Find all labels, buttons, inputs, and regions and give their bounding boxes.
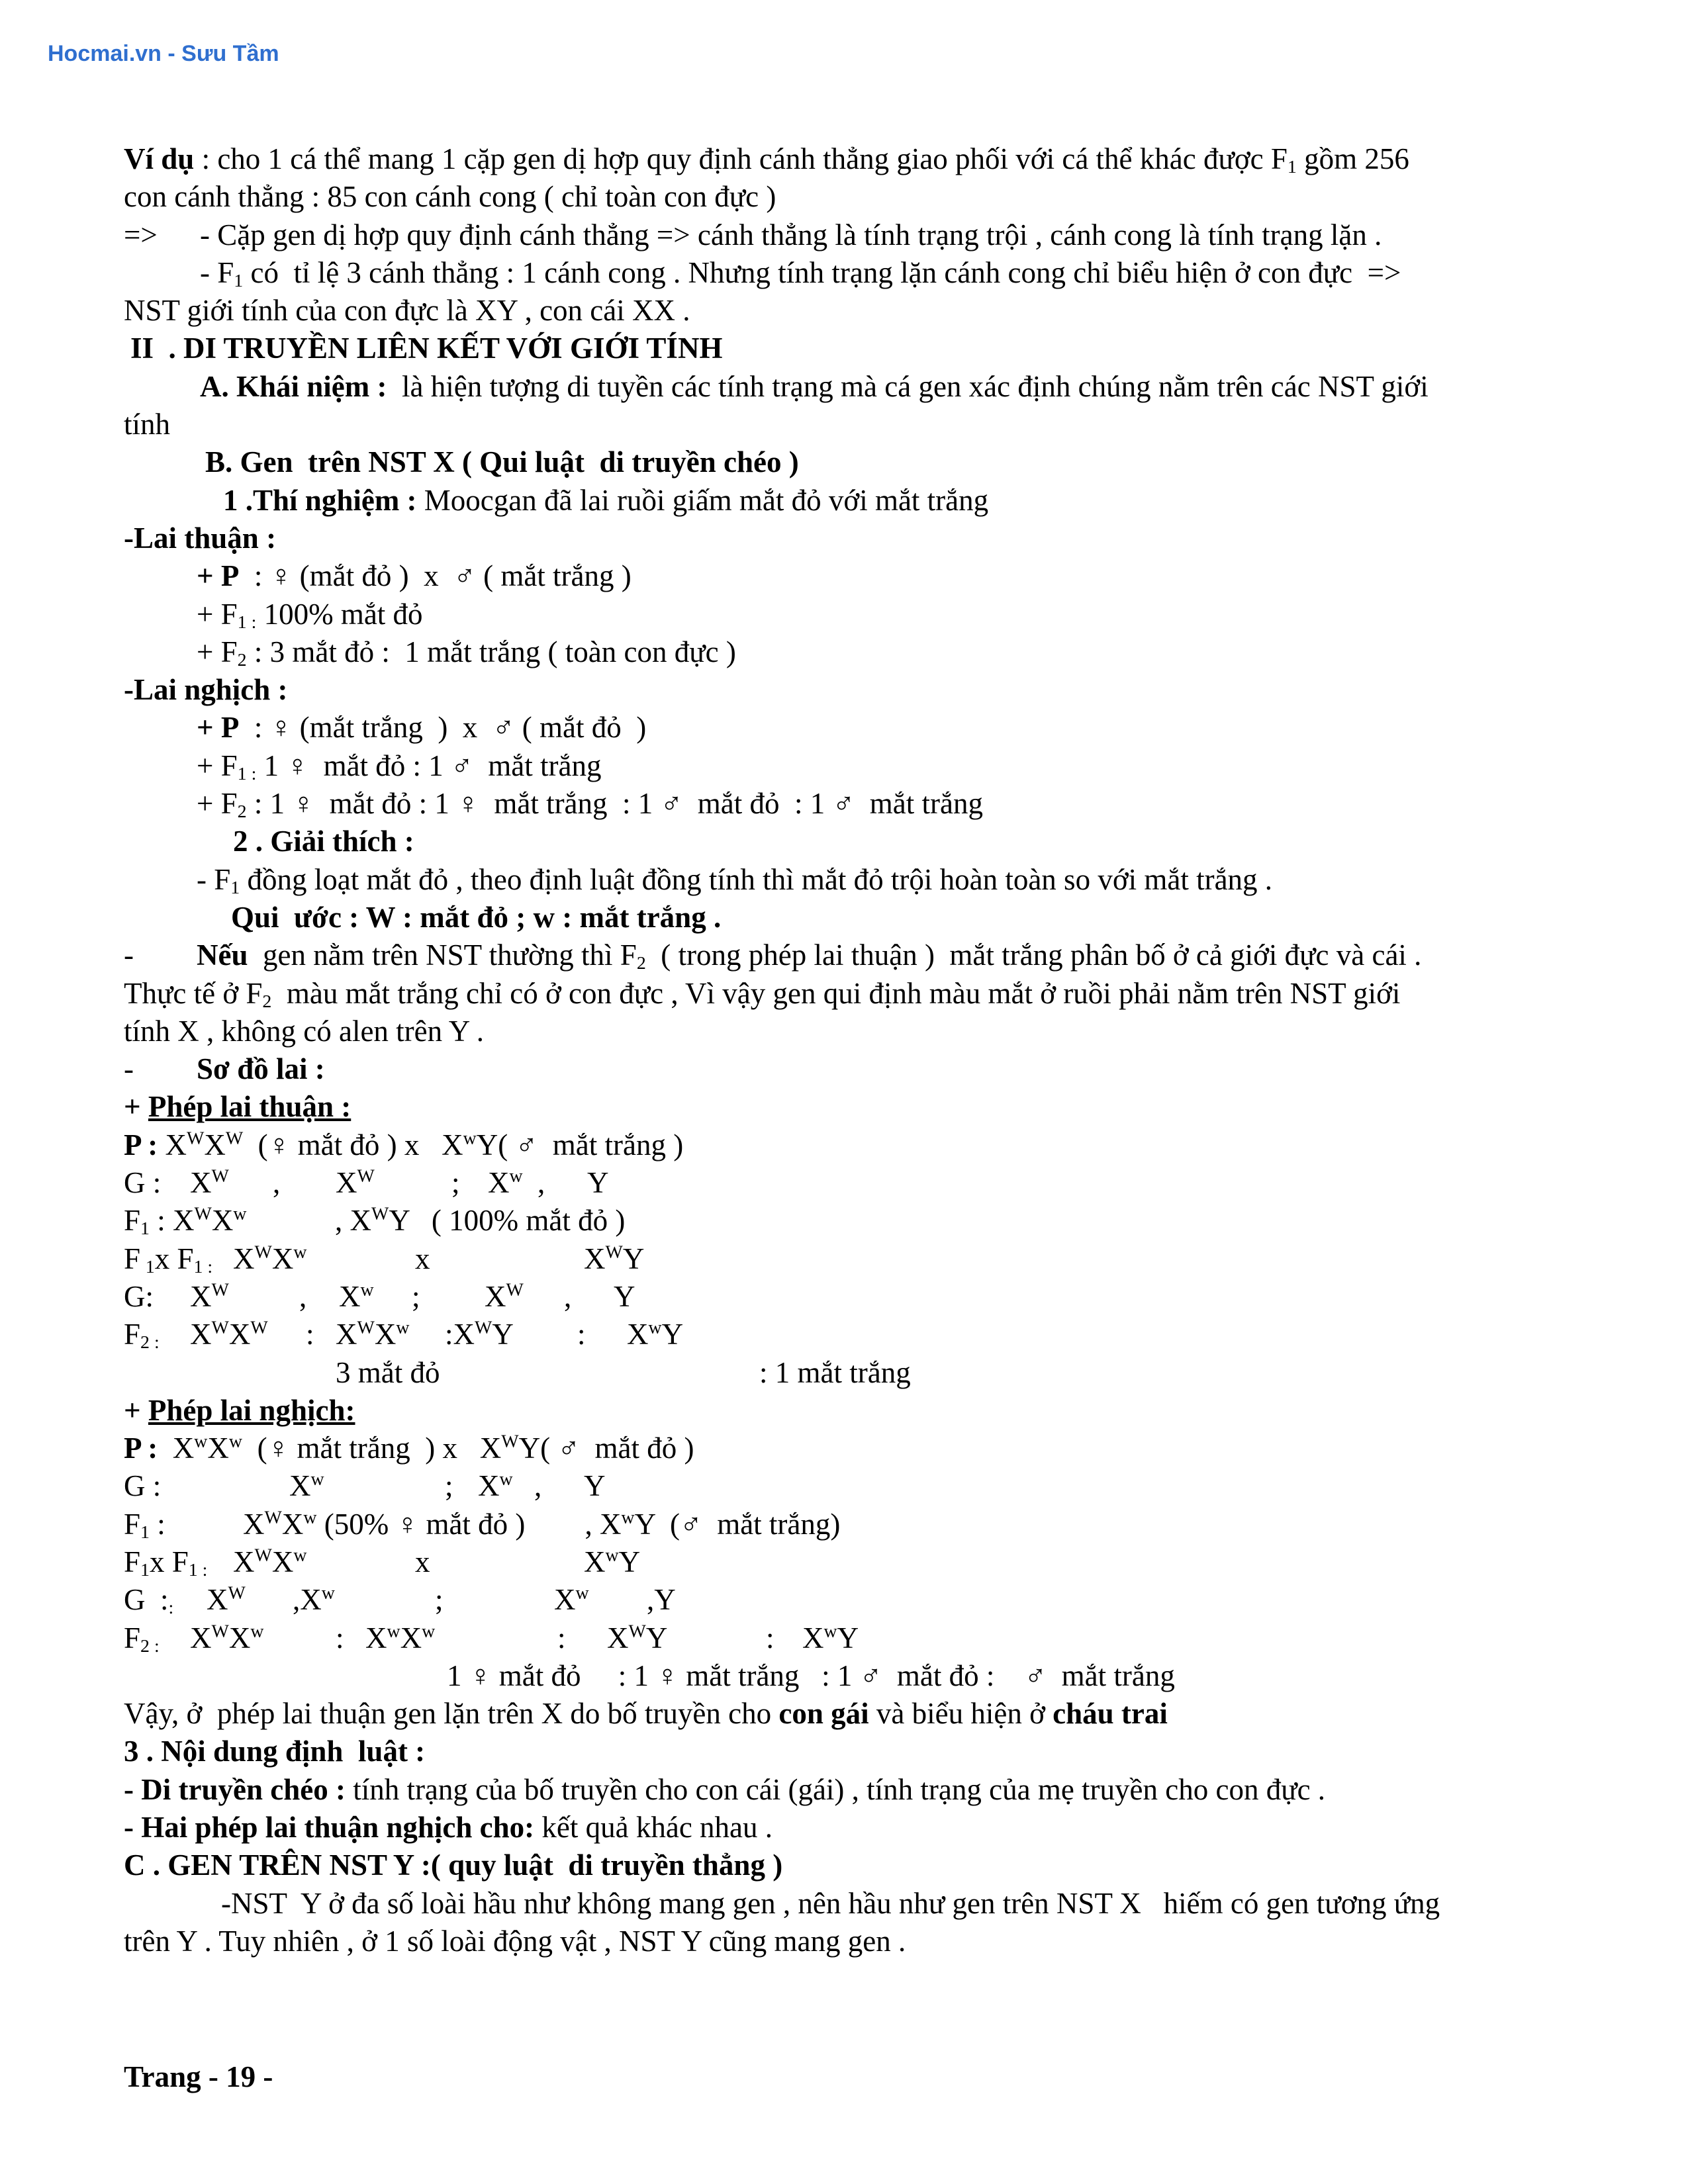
lai-thuan-f2: + $F_2$ : 3 mắt đỏ : 1 mắt trắng ( toàn con đực ): [197, 635, 736, 670]
conclusion-line: Vậy, ở phép lai thuận gen lặn trên X do bố truyền cho con gái và biểu hiện ở cháu trai: [124, 1697, 1168, 1731]
lai-nghich-heading: -Lai nghịch :: [124, 673, 288, 707]
cross-nghich-f1: $F_1$ : $X^WX^w$ (50% ♀ mắt đỏ ) , $X^wY$ (♂ mắt trắng): [124, 1506, 841, 1543]
sodo-label: Sơ đồ lai :: [197, 1052, 325, 1086]
cross-thuan-title: + Phép lai thuận :: [124, 1090, 352, 1124]
law-item-1: - Di truyền chéo : tính trạng của bố truyền cho con cái (gái) , tính trạng của mẹ truyền cho con đực .: [124, 1772, 1326, 1806]
cross-thuan-p: P : $X^WX^W$ (♀ mắt đỏ ) x $X^wY$( ♂ mắt trắng ): [124, 1127, 684, 1161]
neu-line-3: tính X , không có alen trên Y .: [124, 1014, 485, 1048]
cross-thuan-ratio: 3 mắt đỏ : 1 mắt trắng: [336, 1355, 911, 1389]
section-c-text-2: trên Y . Tuy nhiên , ở 1 số loài động vật , NST Y cũng mang gen .: [124, 1924, 906, 1958]
example-point-1: => - Cặp gen dị hợp quy định cánh thẳng => cánh thẳng là tính trạng trội , cánh cong là tính trạng lặn .: [124, 218, 1382, 251]
explain-title: 2 . Giải thích :: [233, 825, 414, 858]
lai-thuan-p: + P : ♀ (mắt đỏ ) x ♂ ( mắt trắng ): [197, 559, 632, 593]
cross-nghich-title: + Phép lai nghịch:: [124, 1393, 355, 1427]
lai-thuan-heading: -Lai thuận :: [124, 521, 277, 555]
header-source: Hocmai.vn - Sưu Tầm: [48, 41, 279, 66]
page-number: Trang - 19 -: [124, 2060, 273, 2093]
concept-label: A. Khái niệm :: [200, 369, 387, 403]
section-2-title: II . DI TRUYỀN LIÊN KẾT VỚI GIỚI TÍNH: [130, 332, 723, 365]
cross-nghich-g: G : $X^w$ ; $X^w$ , Y: [124, 1469, 606, 1503]
concept-line: A. Khái niệm : là hiện tượng di tuyền các tính trạng mà cá gen xác định chúng nằm trên các NST giới: [200, 369, 1429, 403]
section-c-text-1: -NST Y ở đa số loài hầu như không mang gen , nên hầu như gen trên NST X hiếm có gen tương ứng: [221, 1886, 1440, 1920]
cross-thuan-f2: $F_{2 :}$ $X^WX^W$ : $X^WX^w$ $:X^WY$ : $X^wY$: [124, 1317, 684, 1353]
section-c-title: C . GEN TRÊN NST Y :( quy luật di truyền thẳng ): [124, 1848, 783, 1882]
experiment-line: 1 .Thí nghiệm : Moocgan đã lai ruồi giấm mắt đỏ với mắt trắng: [223, 483, 989, 517]
example-label: Ví dụ: [124, 142, 195, 175]
cross-nghich-p: P : $X^wX^w$ (♀ mắt trắng ) x $X^WY$( ♂ mắt đỏ ): [124, 1431, 694, 1465]
lai-nghich-f1: + $F_{1 :}$ 1 ♀ mắt đỏ : 1 ♂ mắt trắng: [197, 749, 602, 784]
document-body: [124, 140, 1580, 1960]
convention-line: Qui ước : W : mắt đỏ ; w : mắt trắng .: [231, 900, 722, 934]
law-title: 3 . Nội dung định luật :: [124, 1735, 426, 1768]
lai-nghich-p: + P : ♀ (mắt trắng ) x ♂ ( mắt đỏ ): [197, 711, 647, 745]
example-point-2-cont: NST giới tính của con đực là XY , con cái XX .: [124, 294, 690, 328]
cross-thuan-f1: $F_1$ : $X^WX^w$ , $X^WY$ ( 100% mắt đỏ ): [124, 1203, 626, 1240]
example-point-2: - $F_1$ có tỉ lệ 3 cánh thẳng : 1 cánh cong . Nhưng tính trạng lặn cánh cong chỉ biểu hiện ở con đực =>: [200, 255, 1401, 292]
lai-thuan-f1: + $F_{1 :}$ 100% mắt đỏ: [197, 597, 423, 633]
cross-nghich-g2: G $:_:$ $X^W$ $,X^w$ ; $X^w$ ,Y: [124, 1582, 676, 1619]
concept-line-cont: tính: [124, 408, 171, 441]
neu-line-2: Thực tế ở $F_2$ màu mắt trắng chỉ có ở con đực , Vì vậy gen qui định màu mắt ở ruồi phải nằm trên NST giới: [124, 976, 1401, 1012]
law-item-2: - Hai phép lai thuận nghịch cho: kết quả khác nhau .: [124, 1811, 773, 1844]
neu-label: Nếu: [197, 938, 248, 972]
cross-thuan-g: G : $X^W$ , $X^W$ ; $X^w$ , Y: [124, 1165, 609, 1200]
neu-line-1: - Nếu gen nằm trên NST thường thì $F_2$ ( trong phép lai thuận ) mắt trắng phân bố ở cả giới đực và cái .: [124, 938, 1422, 974]
subsection-b-title: B. Gen trên NST X ( Qui luật di truyền chéo ): [205, 445, 799, 479]
cross-thuan-f1xf1: F 1x $F_{1 :}$ $X^WX^w$ x $X^WY$: [124, 1241, 645, 1277]
sodo-line: - Sơ đồ lai :: [124, 1052, 325, 1086]
example-line-2: con cánh thẳng : 85 con cánh cong ( chỉ toàn con đực ): [124, 180, 776, 214]
cross-nghich-f1xf1: F1x $F_{1 :}$ $X^WX^w$ x $X^wY$: [124, 1545, 641, 1581]
explain-line: - $F_1$ đồng loạt mắt đỏ , theo định luật đồng tính thì mắt đỏ trội hoàn toàn so với mắt trắng .: [197, 862, 1273, 898]
lai-nghich-f2: + $F_2$ : 1 ♀ mắt đỏ : 1 ♀ mắt trắng : 1 ♂ mắt đỏ : 1 ♂ mắt trắng: [197, 787, 983, 823]
cross-nghich-f2: $F_{2 :}$ $X^WX^w$ : $X^wX^w$ : $X^WY$ : $X^wY$: [124, 1620, 859, 1657]
example-line-1: Ví dụ : cho 1 cá thể mang 1 cặp gen dị hợp quy định cánh thẳng giao phối với cá thể khác được $F_1$ gồm 256: [124, 142, 1409, 178]
experiment-label: 1 .Thí nghiệm :: [223, 483, 417, 517]
cross-nghich-ratio: 1 ♀ mắt đỏ : 1 ♀ mắt trắng : 1 ♂ mắt đỏ : ♂ mắt trắng: [447, 1659, 1175, 1692]
cross-thuan-g2: G: $X^W$ , $X^w$ ; $X^W$ , Y: [124, 1279, 635, 1313]
